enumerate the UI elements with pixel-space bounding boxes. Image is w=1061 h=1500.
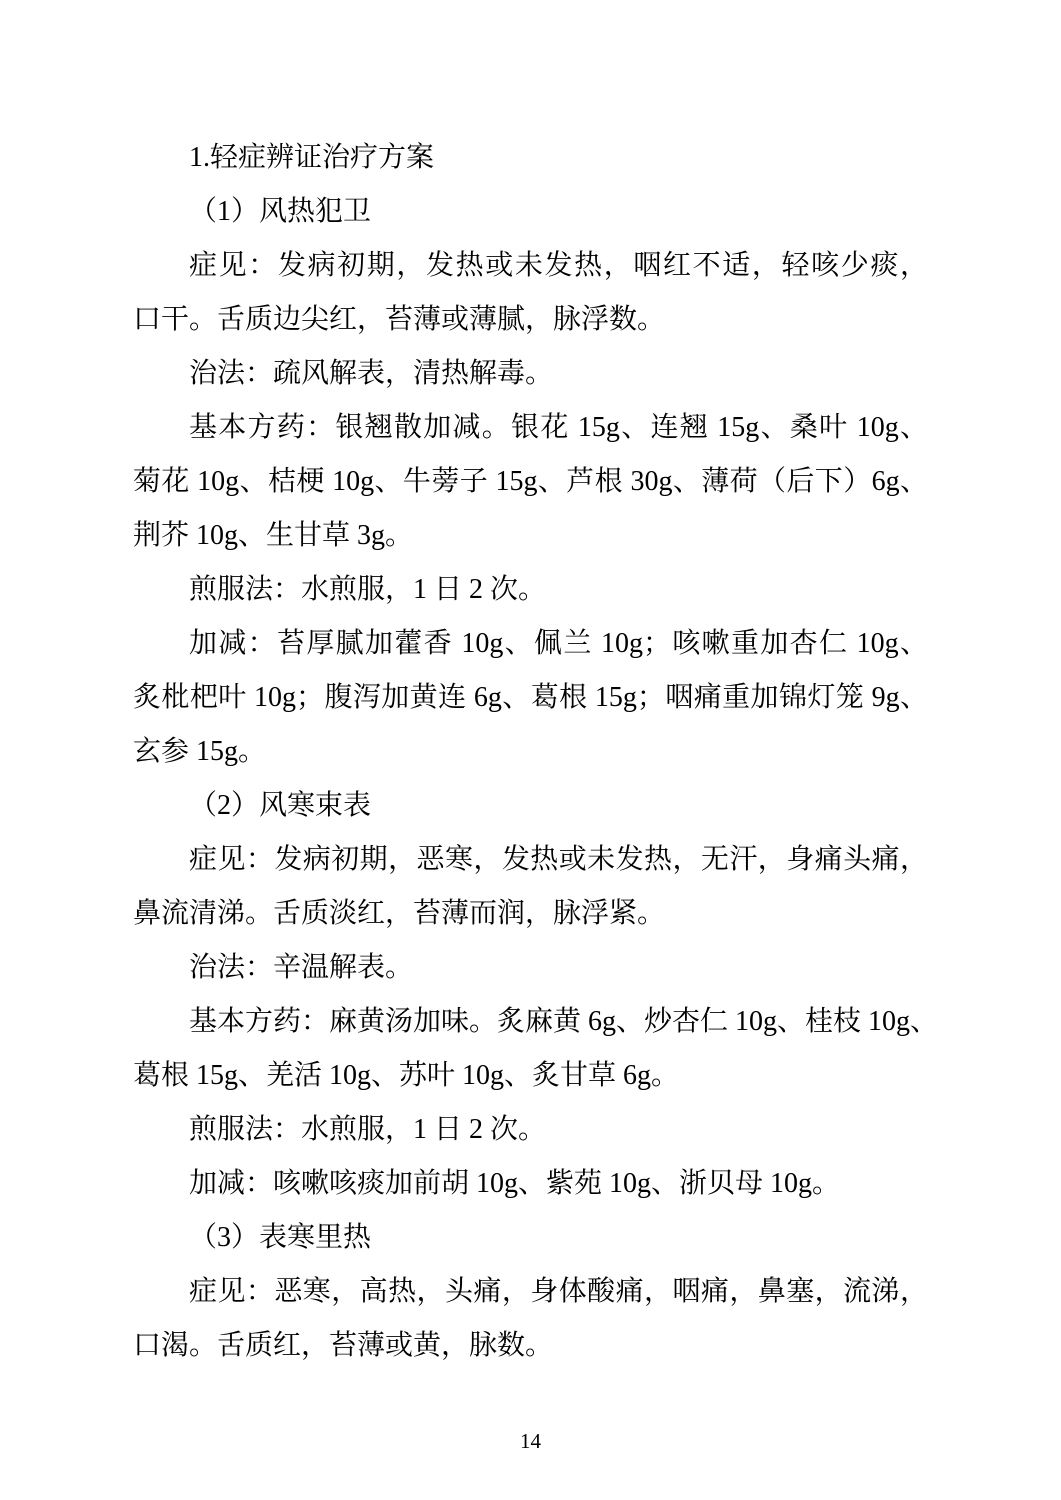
text-line: 症见：恶寒，高热，头痛，身体酸痛，咽痛，鼻塞，流涕， (189, 1276, 928, 1307)
text-line: 治法：疏风解表，清热解毒。 (189, 358, 554, 389)
text-line: 葛根 15g、羌活 10g、苏叶 10g、炙甘草 6g。 (133, 1060, 680, 1091)
text-line: （2）风寒束表 (189, 790, 372, 821)
text-line: 鼻流清涕。舌质淡红，苔薄而润，脉浮紧。 (133, 898, 666, 929)
text-line: 1.轻症辨证治疗方案 (189, 142, 435, 173)
text-line: 基本方药：麻黄汤加味。炙麻黄 6g、炒杏仁 10g、桂枝 10g、 (189, 1006, 939, 1037)
text-line: 治法：辛温解表。 (189, 952, 414, 983)
text-line: 煎服法：水煎服，1 日 2 次。 (189, 1114, 547, 1145)
text-line: 玄参 15g。 (133, 736, 267, 767)
text-line: 症见：发病初期，发热或未发热，咽红不适，轻咳少痰， (189, 250, 928, 281)
text-line: （1）风热犯卫 (189, 196, 372, 227)
text-line: 口干。舌质边尖红，苔薄或薄腻，脉浮数。 (133, 304, 666, 335)
text-line: 菊花 10g、桔梗 10g、牛蒡子 15g、芦根 30g、薄荷（后下）6g、 (133, 466, 928, 497)
text-line: 症见：发病初期，恶寒，发热或未发热，无汗，身痛头痛， (189, 844, 928, 875)
text-block (133, 131, 939, 1373)
text-line: 荆芥 10g、生甘草 3g。 (133, 520, 414, 551)
page-number: 14 (520, 1429, 541, 1453)
text-line: 基本方药：银翘散加减。银花 15g、连翘 15g、桑叶 10g、 (189, 412, 928, 443)
text-line: 加减：苔厚腻加藿香 10g、佩兰 10g；咳嗽重加杏仁 10g、 (189, 628, 928, 659)
text-line: （3）表寒里热 (189, 1222, 372, 1253)
text-line: 加减：咳嗽咳痰加前胡 10g、紫苑 10g、浙贝母 10g。 (189, 1168, 841, 1199)
text-line: 煎服法：水煎服，1 日 2 次。 (189, 574, 547, 605)
text-line: 口渴。舌质红，苔薄或黄，脉数。 (133, 1330, 554, 1361)
text-line: 炙枇杷叶 10g；腹泻加黄连 6g、葛根 15g；咽痛重加锦灯笼 9g、 (133, 682, 928, 713)
